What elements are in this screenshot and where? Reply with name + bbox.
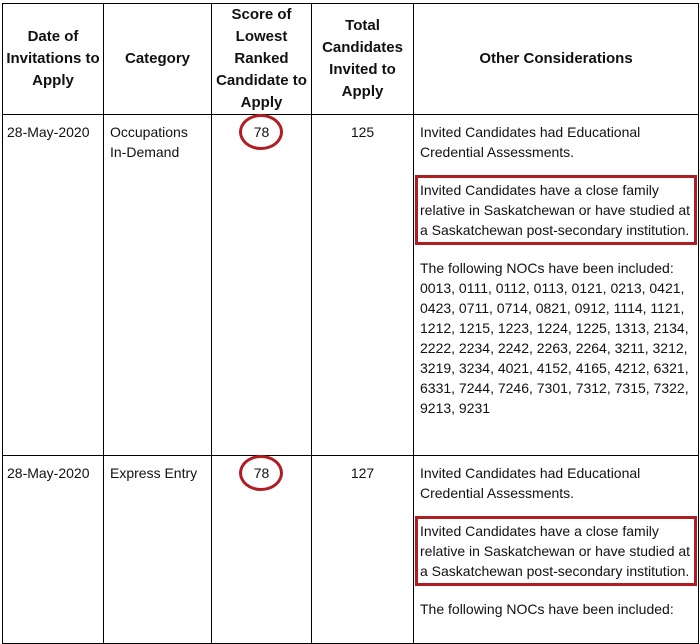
note-credentials: Invited Candidates had Educational Credential Assessments. [420,465,641,501]
score-value: 78 [253,124,270,140]
header-date: Date of Invitations to Apply [3,4,104,115]
header-score: Score of Lowest Ranked Candidate to Apply [212,4,312,115]
header-category: Category [104,4,212,115]
table-row [3,456,699,644]
note-nocs [420,258,692,418]
header-row [3,4,699,115]
cell-score [212,115,312,456]
note-family-relative [420,521,692,581]
cell-total: 125 [312,115,414,456]
cell-category: Express Entry [104,456,212,644]
header-other: Other Considerations [414,4,699,115]
cell-category: Occupations In-Demand [104,115,212,456]
table-row [3,115,699,456]
cell-date: 28-May-2020 [3,115,104,456]
note-nocs-codes: 0013, 0111, 0112, 0113, 0121, 0213, 0421, 0423, 0711, 0714, 0821, 0912, 1114, 1121, 1212, 1215, 1223, 1224, 1225, 1313, 2134, 2222, 2234, 2242, 2263, 2264, 3211, 3212, 3219, 3234, 4021, 4152, 4165, 4212, 6321, 6331, 7244, 7246, 7301, 7312, 7315, 7322, 9213, 9231 [420,280,689,416]
cell-score [212,456,312,644]
cell-total: 127 [312,456,414,644]
cell-other [414,456,699,644]
score-value: 78 [253,465,270,481]
note-nocs-heading: The following NOCs have been included: [420,260,674,276]
cell-other [414,115,699,456]
note-nocs-heading: The following NOCs have been included: [420,601,674,617]
note-family-relative-text: Invited Candidates have a close family relative in Saskatchewan or have studied at a Saskatchewan post-secondary institution. [420,182,691,238]
cell-date: 28-May-2020 [3,456,104,644]
draw-results-table [2,3,699,644]
note-nocs [420,599,692,619]
note-credentials: Invited Candidates had Educational Credential Assessments. [420,124,641,160]
note-family-relative [420,180,692,240]
header-total: Total Candidates Invited to Apply [312,4,414,115]
note-family-relative-text: Invited Candidates have a close family relative in Saskatchewan or have studied at a Saskatchewan post-secondary institution. [420,523,691,579]
